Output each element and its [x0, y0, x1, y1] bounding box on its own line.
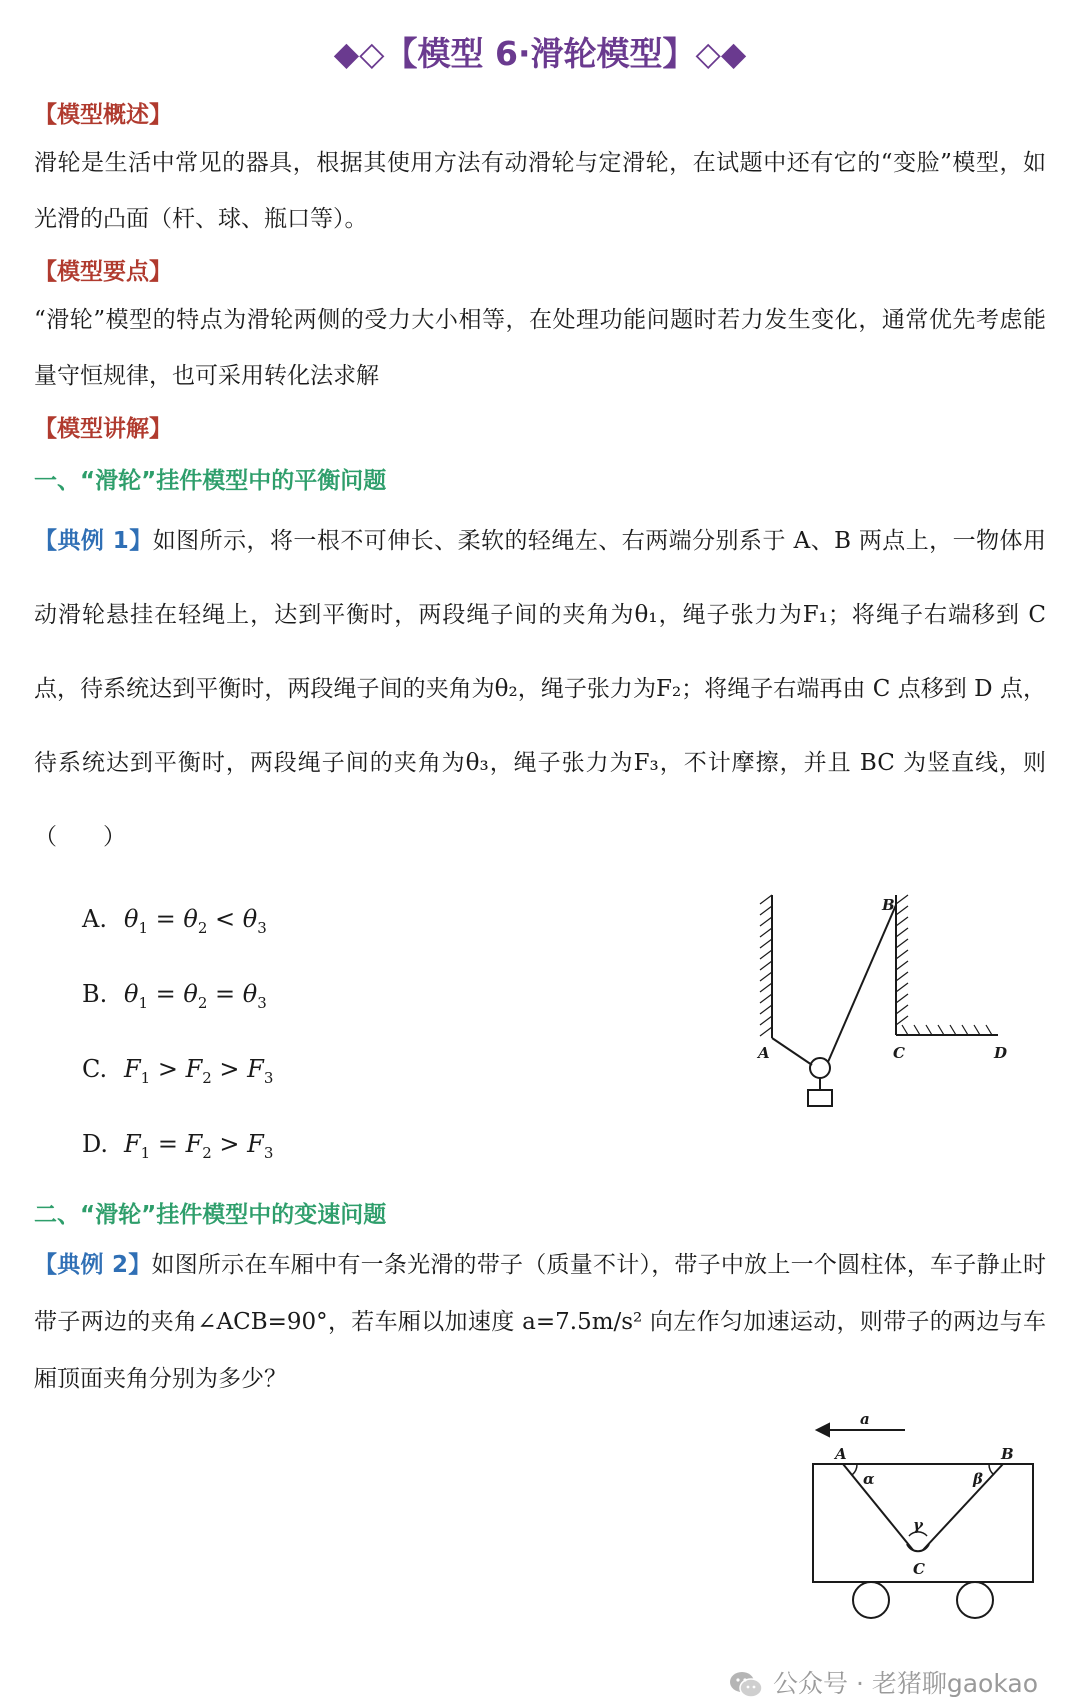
floor-hatch — [902, 1025, 992, 1035]
page-title: ◆◇【模型 6·滑轮模型】◇◆ — [333, 34, 747, 73]
cylinder-arc — [907, 1544, 929, 1551]
label-D: D — [994, 1044, 1008, 1062]
wheel-right — [957, 1582, 993, 1618]
belt-left — [843, 1464, 913, 1550]
explanation-heading: 【模型讲解】 — [34, 416, 172, 442]
key-points-heading: 【模型要点】 — [34, 259, 172, 285]
belt-right — [923, 1464, 1003, 1550]
option-b[interactable]: B. $\theta_1 = \theta_2 = \theta_3$ — [82, 980, 267, 1012]
label-A: A — [835, 1445, 847, 1463]
label-a: a — [860, 1412, 870, 1428]
pulley — [810, 1058, 830, 1078]
option-d[interactable]: D. $F_1 = F_2 > F_3$ — [82, 1130, 274, 1162]
label-B: B — [1001, 1445, 1014, 1463]
part1-heading: 一、“滑轮”挂件模型中的平衡问题 — [34, 468, 387, 494]
figure-pulley-walls — [750, 890, 1030, 1115]
option-label: D. — [82, 1130, 109, 1158]
option-label: A. — [82, 905, 107, 933]
label-gamma: γ — [913, 1516, 923, 1534]
label-C: C — [913, 1560, 925, 1578]
arrow-head — [817, 1424, 829, 1436]
overview-heading: 【模型概述】 — [34, 102, 172, 128]
watermark — [729, 1664, 1038, 1700]
watermark-text: 公众号 · 老猪聊gaokao — [773, 1669, 1038, 1698]
example1-text: 如图所示，将一根不可伸长、柔软的轻绳左、右两端分别系于 A、B 两点上，一物体用动滑轮悬挂在轻绳上，达到平衡时，两段绳子间的夹角为θ₁，绳子张力为F₁；将绳子右端移到 C 点，待系统达到平衡时，两段绳子间的夹角为θ₂，绳子张力为F₂；将绳子右端再由 C 点移到 D 点，待系统达到平衡时，两段绳子间的夹角为θ₃，绳子张力为F₃，不计摩擦，并且 BC 为竖直线，则（ ） — [34, 528, 1046, 850]
overview-text: 滑轮是生活中常见的器具，根据其使用方法有动滑轮与定滑轮，在试题中还有它的“变脸”模型，如光滑的凸面（杆、球、瓶口等）。 — [34, 150, 1046, 232]
option-a[interactable]: A. $\theta_1 = \theta_2 < \theta_3$ — [82, 905, 267, 937]
example1-paragraph — [34, 504, 1046, 874]
example2-paragraph — [34, 1237, 1046, 1408]
label-C: C — [893, 1044, 905, 1062]
option-c[interactable]: C. $F_1 > F_2 > F_3$ — [82, 1055, 274, 1087]
left-wall-hatch — [760, 895, 772, 1036]
weight-block — [808, 1090, 832, 1106]
label-B: B — [882, 896, 895, 914]
wheel-left — [853, 1582, 889, 1618]
angle-alpha-arc — [852, 1464, 857, 1475]
label-alpha: α — [863, 1470, 875, 1488]
angle-beta-arc — [989, 1464, 994, 1475]
example2-text: 如图所示在车厢中有一条光滑的带子（质量不计），带子中放上一个圆柱体，车子静止时带子两边的夹角∠ACB=90°，若车厢以加速度 a=7.5m/s² 向左作匀加速运动，则带子的两边与车厢顶面夹角分别为多少？ — [34, 1252, 1047, 1392]
example1-tag: 【典例 1】 — [34, 528, 153, 554]
option-label: C. — [82, 1055, 108, 1083]
option-label: B. — [82, 980, 108, 1008]
right-wall-hatch — [896, 895, 908, 1025]
part2-heading: 二、“滑轮”挂件模型中的变速问题 — [34, 1202, 387, 1228]
rope-right — [828, 905, 896, 1062]
key-points-text: “滑轮”模型的特点为滑轮两侧的受力大小相等，在处理功能问题时若力发生变化，通常优先考虑能量守恒规律，也可采用转化法求解 — [34, 307, 1046, 389]
label-beta: β — [973, 1470, 983, 1488]
figure-cart-belt — [805, 1412, 1050, 1620]
wechat-icon — [729, 1671, 763, 1699]
label-A: A — [758, 1044, 770, 1062]
rope-left — [772, 1038, 812, 1065]
example2-tag: 【典例 2】 — [34, 1252, 152, 1278]
